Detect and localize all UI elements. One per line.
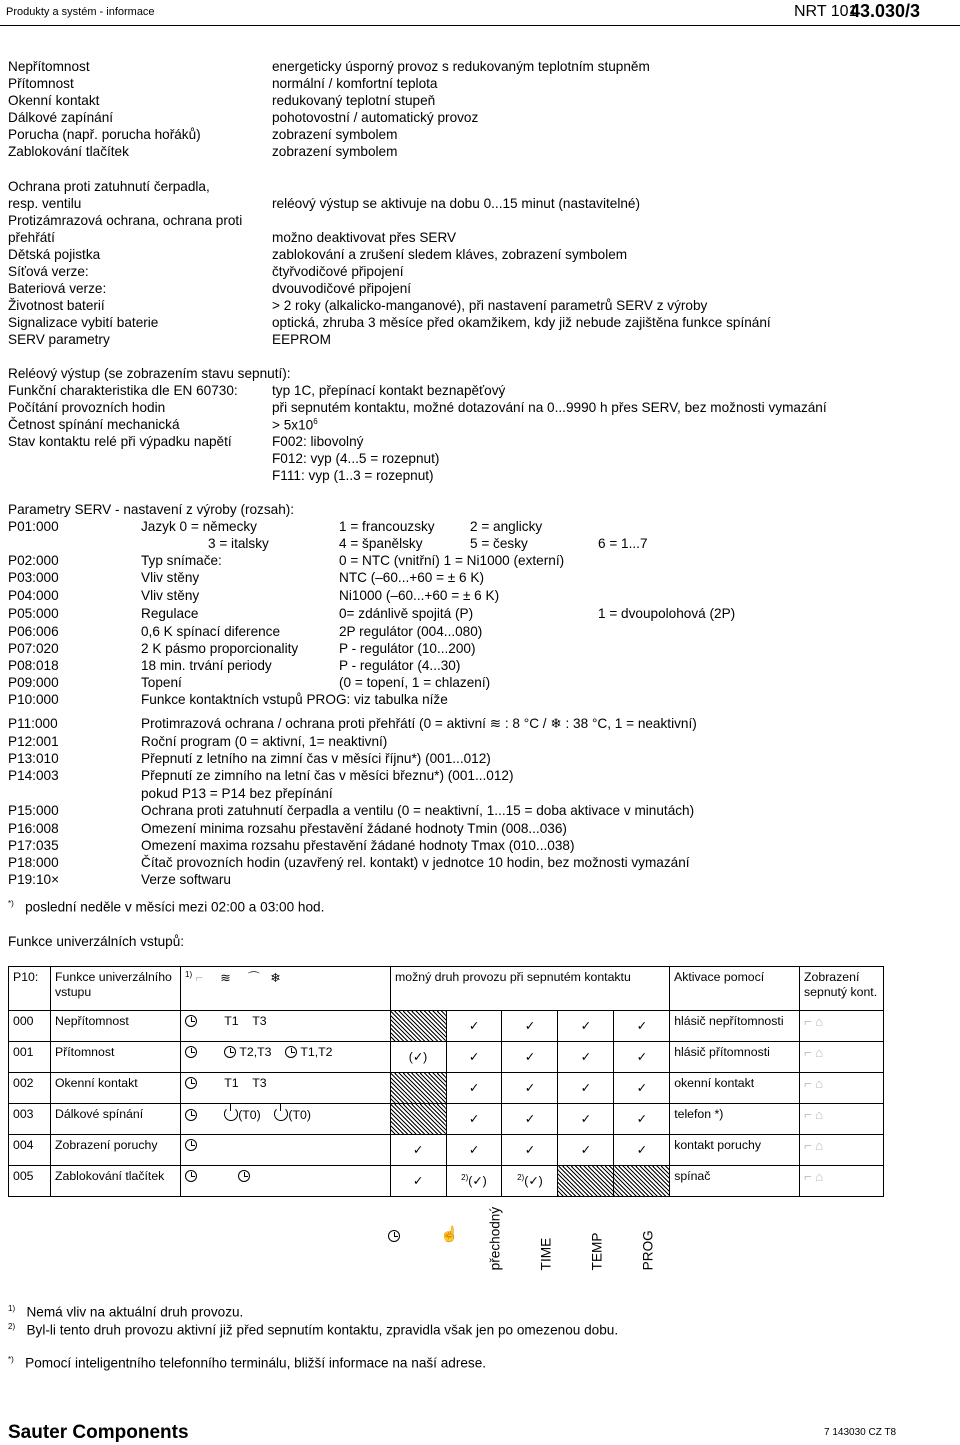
- table-row: 003 Dálkové spínání (T0) (T0) ✓ ✓ ✓ ✓ telefon *) ⌐ ⌂: [9, 1104, 884, 1135]
- check-cell: ✓: [614, 1011, 670, 1042]
- check-cell: ✓: [558, 1011, 614, 1042]
- check-cell: ✓: [502, 1135, 558, 1166]
- check-cell: ✓: [558, 1104, 614, 1135]
- relay-heading: Reléový výstup (se zobrazením stavu sepnutí):: [8, 366, 291, 381]
- status-symbol: ⌐ ⌂: [800, 1135, 884, 1166]
- col-display: Zobrazení sepnutý kont.: [800, 967, 884, 1011]
- check-cell: ✓: [390, 1166, 446, 1197]
- clock-icon: [185, 1015, 197, 1027]
- page-header: [0, 0, 960, 26]
- check-cell: ✓: [502, 1011, 558, 1042]
- col-modes-icons: $^{1)}$ ⌐ ≋ ⌒ ❄: [181, 967, 391, 1011]
- status-symbol: ⌐ ⌂: [800, 1166, 884, 1197]
- check-cell: ✓: [390, 1135, 446, 1166]
- check-cell: $^{2)}$(✓): [446, 1166, 502, 1197]
- check-cell: ✓: [614, 1104, 670, 1135]
- heating-icon: ≋: [220, 971, 231, 986]
- clock-icon: [185, 1077, 197, 1089]
- switch-icon: ⌒: [247, 971, 260, 986]
- hatched-cell: [390, 1104, 446, 1135]
- col-function: Funkce univerzálního vstupu: [51, 967, 181, 1011]
- check-cell: (✓): [390, 1042, 446, 1073]
- clock-icon: [224, 1046, 236, 1058]
- footnote-1: $^{1)}$ Nemá vliv na aktuální druh provozu.: [8, 1304, 244, 1320]
- hatched-cell: [614, 1166, 670, 1197]
- legend-prog: PROG: [640, 1230, 656, 1271]
- serv-heading: Parametry SERV - nastavení z výroby (rozsah):: [8, 502, 295, 517]
- header-model: NRT 101: [794, 3, 858, 20]
- check-cell: ✓: [446, 1042, 502, 1073]
- contact-icon: ⌐: [195, 970, 204, 986]
- check-cell: ✓: [446, 1135, 502, 1166]
- hatched-cell: [390, 1011, 446, 1042]
- footnote-2: $^{2)}$ Byl-li tento druh provozu aktivní již před sepnutím kontaktu, zpravidla však jen po omezenou dobu.: [8, 1322, 619, 1338]
- clock-icon: [185, 1109, 197, 1121]
- footer-code: 7 143030 CZ T8: [824, 1427, 897, 1438]
- power-icon: [224, 1107, 238, 1121]
- check-cell: ✓: [502, 1042, 558, 1073]
- col-mode: možný druh provozu při sepnutém kontaktu: [391, 967, 670, 1011]
- clock-icon: [185, 1046, 197, 1058]
- table-row: 002 Okenní kontakt T1 T3 ✓ ✓ ✓ ✓ okenní kontakt ⌐ ⌂: [9, 1073, 884, 1104]
- frost-icon: ❄: [270, 971, 281, 986]
- col-activation: Aktivace pomocí: [670, 967, 800, 1011]
- check-cell: $^{2)}$(✓): [502, 1166, 558, 1197]
- check-cell: ✓: [502, 1073, 558, 1104]
- check-cell: ✓: [446, 1011, 502, 1042]
- check-cell: ✓: [558, 1042, 614, 1073]
- hatched-cell: [558, 1166, 614, 1197]
- check-cell: ✓: [614, 1042, 670, 1073]
- check-cell: ✓: [502, 1104, 558, 1135]
- footer-brand: Sauter Components: [8, 1422, 189, 1443]
- clock-icon: [185, 1170, 197, 1182]
- hand-icon: ☝: [440, 1226, 459, 1243]
- check-cell: ✓: [614, 1135, 670, 1166]
- serv-note: *) poslední neděle v měsíci mezi 02:00 a 03:00 hod.: [8, 899, 325, 915]
- clock-icon: [238, 1170, 250, 1182]
- legend-transient: přechodný: [487, 1206, 503, 1271]
- clock-icon: [185, 1139, 197, 1151]
- header-left: Produkty a systém - informace: [6, 6, 155, 18]
- header-number: 43.030/3: [850, 1, 921, 21]
- status-symbol: ⌐ ⌂: [800, 1104, 884, 1135]
- table-row: 005 Zablokování tlačítek ✓ $^{2)}$(✓) $^{2)}$(✓) spínač ⌐ ⌂: [9, 1166, 884, 1197]
- check-cell: ✓: [446, 1073, 502, 1104]
- check-cell: ✓: [614, 1073, 670, 1104]
- table-row: 000 Nepřítomnost T1 T3 ✓ ✓ ✓ ✓ hlásič nepřítomnosti ⌐ ⌂: [9, 1011, 884, 1042]
- footnote-3: *) Pomocí inteligentního telefonního terminálu, bližší informace na naší adrese.: [8, 1355, 487, 1371]
- power-icon: [274, 1107, 288, 1121]
- clock-icon: [285, 1046, 297, 1058]
- check-cell: ✓: [446, 1104, 502, 1135]
- func-heading: Funkce univerzálních vstupů:: [8, 934, 185, 949]
- table-row: 004 Zobrazení poruchy ✓ ✓ ✓ ✓ ✓ kontakt poruchy ⌐ ⌂: [9, 1135, 884, 1166]
- legend-time: TIME: [538, 1237, 554, 1271]
- check-cell: ✓: [558, 1135, 614, 1166]
- check-cell: ✓: [558, 1073, 614, 1104]
- table-row: 001 Přítomnost T2,T3 T1,T2 (✓) ✓ ✓ ✓ ✓ hlásič přítomnosti ⌐ ⌂: [9, 1042, 884, 1073]
- status-symbol: ⌐ ⌂: [800, 1011, 884, 1042]
- legend-temp: TEMP: [589, 1232, 605, 1271]
- function-table: [8, 966, 884, 1011]
- status-symbol: ⌐ ⌂: [800, 1042, 884, 1073]
- hatched-cell: [390, 1073, 446, 1104]
- col-p10: P10:: [9, 967, 51, 1011]
- clock-icon: [388, 1228, 400, 1244]
- status-symbol: ⌐ ⌂: [800, 1073, 884, 1104]
